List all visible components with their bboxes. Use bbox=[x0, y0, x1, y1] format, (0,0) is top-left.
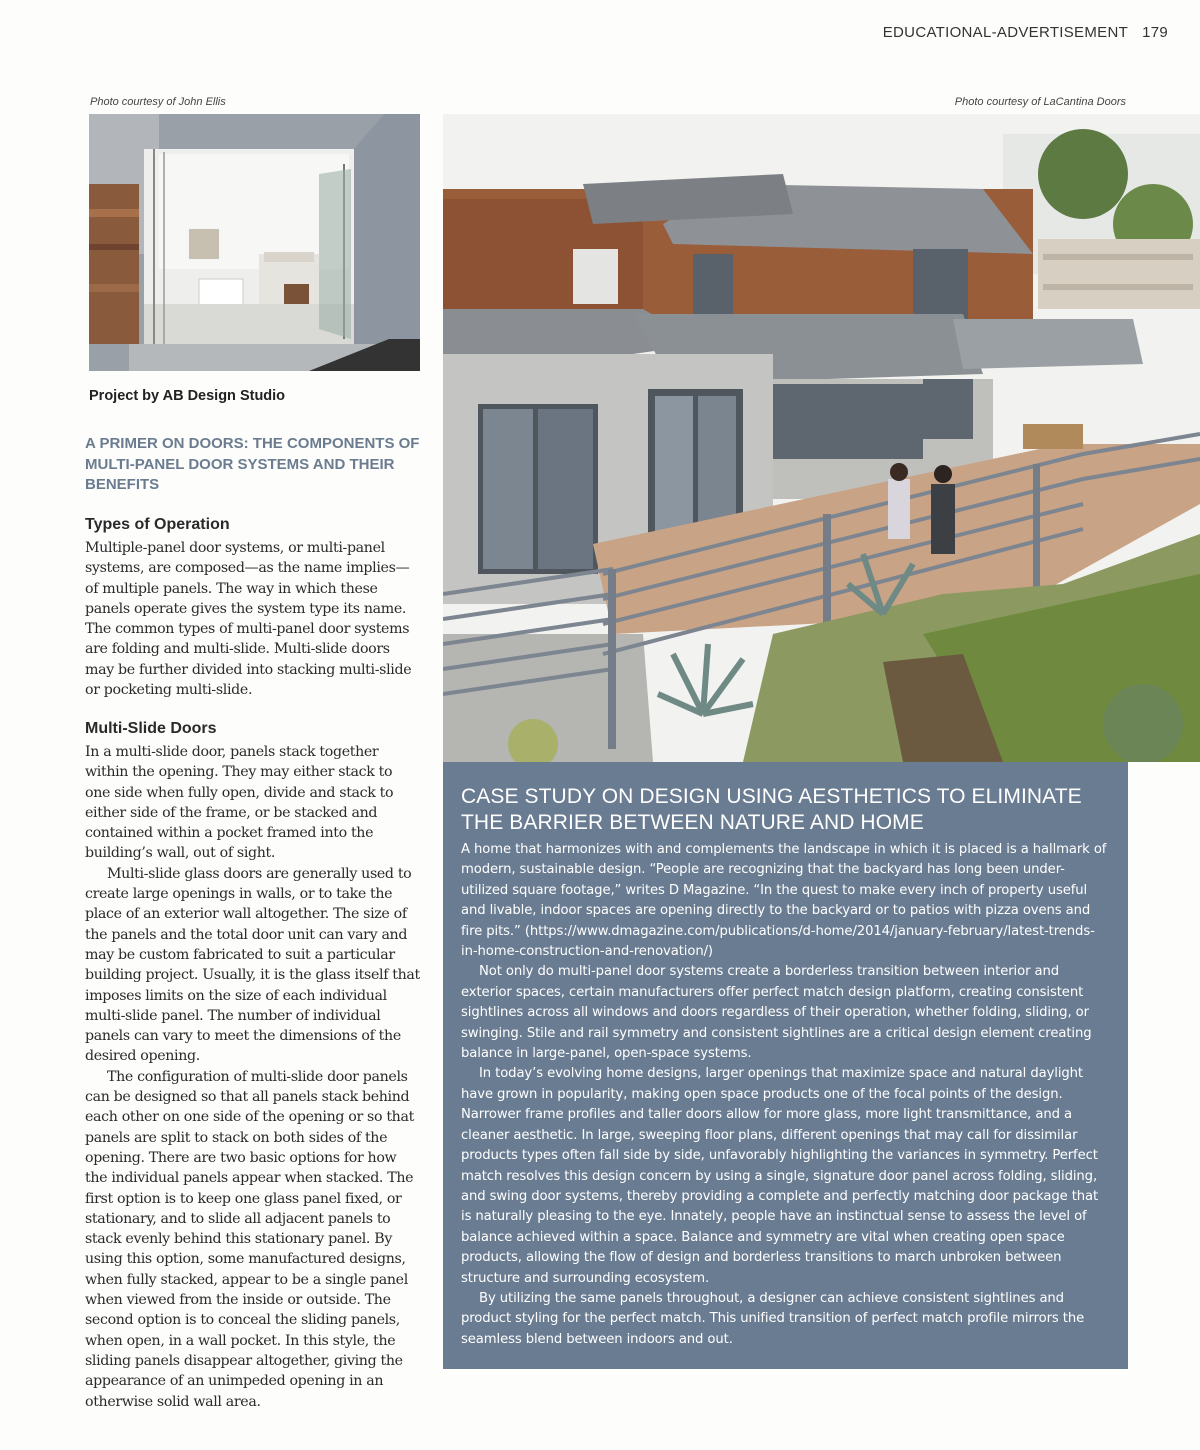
house-photo-illustration bbox=[443, 114, 1200, 762]
photo-credit-right: Photo courtesy of LaCantina Doors bbox=[954, 96, 1126, 108]
section-body-multi-slide-doors bbox=[85, 742, 420, 1412]
case-study-box bbox=[443, 762, 1128, 1369]
paragraph: A home that harmonizes with and complements the landscape in which it is placed is a hallmark of modern, sustainable design. “People are recognizing that the backyard has long been under-utilized square footage,” writes D Magazine. “In the quest to make every inch of property useful and livable, indoor spaces are opening directly to the backyard or to patios with pizza ovens and fire pits.” (https://www.dmagazine.com/publications/d-home/2014/january-february/latest-trends-in-home-construction-and-renovation/) bbox=[461, 842, 1107, 960]
house-photo bbox=[443, 114, 1200, 762]
paragraph: Multiple-panel door systems, or multi-panel systems, are composed—as the name implies—of multiple panels. The way in which these panels operate gives the system type its name. The common types of multi-panel door systems are folding and multi-slide. Multi-slide doors may be further divided into stacking multi-slide or pocketing multi-slide. bbox=[85, 540, 412, 699]
paragraph: Not only do multi-panel door systems create a borderless transition between interior and exterior spaces, certain manufacturers offer perfect match design platform, creating consistent sightlines across all windows and doors regardless of their operation, whether folding, sliding, or swinging. Stile and rail symmetry and consistent sightlines are a critical design element creating balance in large-panel, open-space systems. bbox=[461, 964, 1092, 1062]
interior-photo-illustration bbox=[89, 114, 420, 371]
interior-photo bbox=[89, 114, 420, 371]
running-header bbox=[883, 24, 1168, 41]
case-study-title: CASE STUDY ON DESIGN USING AESTHETICS TO ELIMINATE THE BARRIER BETWEEN NATURE AND HOME bbox=[461, 785, 1082, 834]
section-heading-multi-slide-doors: Multi-Slide Doors bbox=[85, 720, 217, 737]
paragraph: In today’s evolving home designs, larger openings that maximize space and natural daylight have grown in popularity, making open space products one of the focal points of the design. Narrower frame profiles and taller doors allow for more glass, more light transmittance, and a cleaner aesthetic. In large, sweeping floor plans, different openings that may call for dissimilar products types often fall side by side, unfavorably highlighting the variances in symmetry. Perfect match resolves this design concern by using a single, signature door panel across folding, sliding, and swing door systems, thereby providing a complete and perfectly matching door package that is naturally pleasing to the eye. Innately, people have an instinctual sense to assess the level of balance achieved within a space. Balance and symmetry are vital when creating open space products, allowing the flow of design and borderless transitions to march unbroken between structure and surrounding ecosystem. bbox=[461, 1066, 1099, 1286]
paragraph: The configuration of multi-slide door panels can be designed so that all panels stack behind each other on one side of the opening or so that panels are split to stack on both sides of the opening. There are two basic options for how the individual panels appear when stacked. The first option is to keep one glass panel fixed, or stationary, and to slide all adjacent panels to stack evenly behind this stationary panel. By using this option, some manufactured designs, when fully stacked, appear to be a single panel when viewed from the inside or outside. The second option is to conceal the sliding panels, when open, in a wall pocket. In this style, the sliding panels disappear altogether, giving the appearance of an unimpeded opening in an otherwise solid wall area. bbox=[85, 1068, 414, 1410]
section-heading-types-of-operation: Types of Operation bbox=[85, 516, 230, 533]
article-title: A PRIMER ON DOORS: THE COMPONENTS OF MULTI-PANEL DOOR SYSTEMS AND THEIR BENEFITS bbox=[85, 435, 420, 493]
paragraph: Multi-slide glass doors are generally used to create large openings in walls, or to take the place of an exterior wall altogether. The size of the panels and the total door unit can vary and may be custom fabricated to suit a particular building project. Usually, it is the glass itself that imposes limits on the size of each individual multi-slide panel. The number of individual panels can vary to meet the dimensions of the desired opening. bbox=[85, 865, 420, 1065]
case-study-body bbox=[461, 840, 1110, 1350]
page-number: 179 bbox=[1142, 24, 1168, 41]
paragraph: By utilizing the same panels throughout, a designer can achieve consistent sightlines and product styling for the perfect match. This unified transition of perfect match profile mirrors the seamless blend between indoors and out. bbox=[461, 1290, 1085, 1347]
section-label: EDUCATIONAL-ADVERTISEMENT bbox=[882, 24, 1129, 41]
section-body-types-of-operation bbox=[85, 538, 420, 700]
photo-caption: Project by AB Design Studio bbox=[89, 388, 286, 404]
paragraph: In a multi-slide door, panels stack together within the opening. They may either stack to one side when fully open, divide and stack to either side of the frame, or be stacked and contained within a pocket framed into the building’s wall, out of sight. bbox=[85, 744, 394, 862]
photo-credit-left: Photo courtesy of John Ellis bbox=[90, 96, 226, 108]
